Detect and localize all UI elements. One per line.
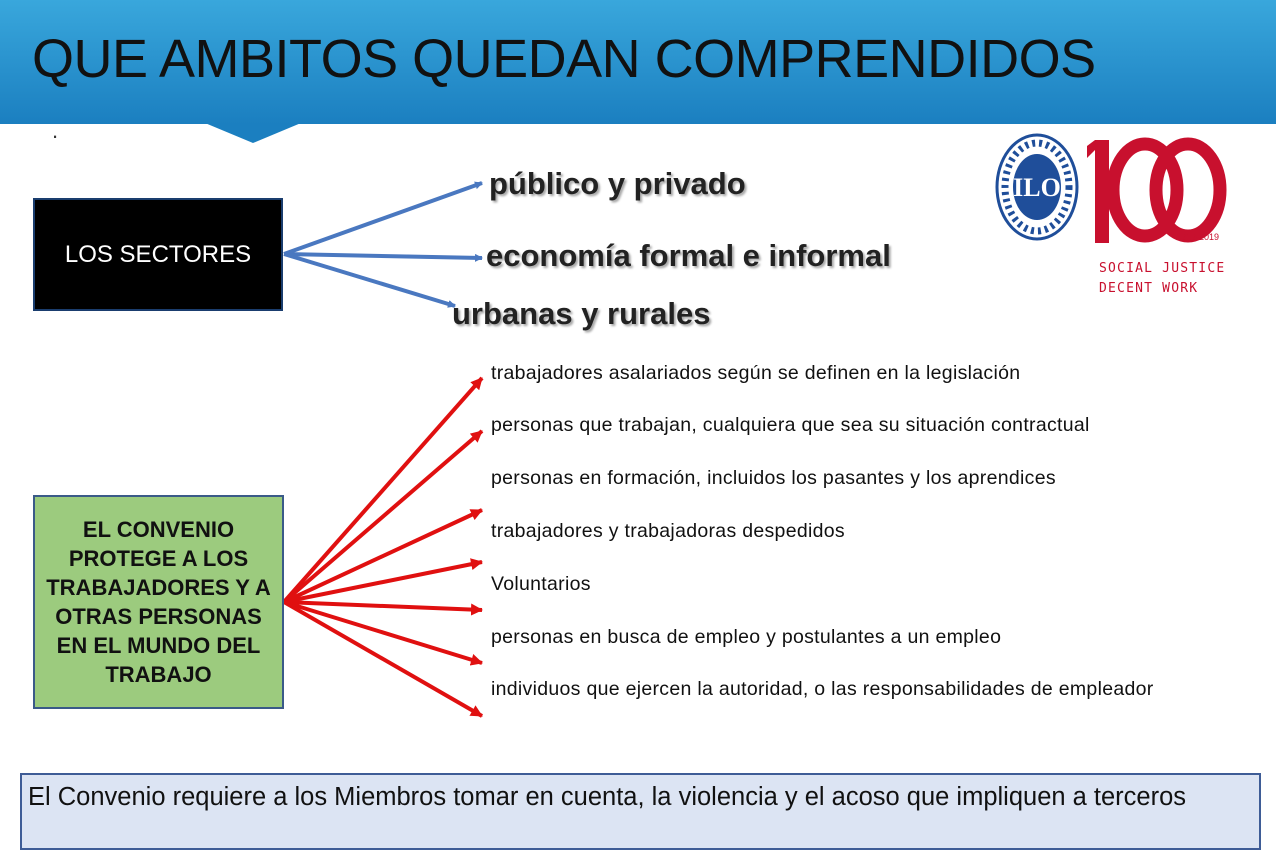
protected-arrow-3 [284, 510, 482, 602]
sector-item-2: economía formal e informal [486, 238, 891, 273]
sector-arrow-3 [284, 254, 455, 306]
protected-item-7: individuos que ejercen la autoridad, o las responsabilidades de empleador [491, 678, 1154, 700]
footer-note: El Convenio requiere a los Miembros tomar en cuenta, la violencia y el acoso que impliquen a terceros [20, 773, 1261, 850]
protected-item-1: trabajadores asalariados según se definen en la legislación [491, 362, 1021, 384]
protected-arrow-7 [284, 602, 482, 716]
sectors-box: LOS SECTORES [33, 198, 283, 311]
svg-text:1919-2019: 1919-2019 [1175, 232, 1219, 242]
sector-arrow-2 [284, 254, 482, 258]
protected-item-3: personas en formación, incluidos los pasantes y los aprendices [491, 467, 1056, 489]
convenio-box: EL CONVENIO PROTEGE A LOS TRABAJADORES Y A OTRAS PERSONAS EN EL MUNDO DEL TRABAJO [33, 495, 284, 709]
protected-arrow-6 [284, 602, 482, 663]
protected-item-6: personas en busca de empleo y postulantes a un empleo [491, 626, 1002, 648]
ilo-emblem-icon [997, 135, 1077, 239]
page-title: QUE AMBITOS QUEDAN COMPRENDIDOS [32, 29, 1096, 89]
ilo-100-logo [995, 132, 1231, 297]
sector-item-3: urbanas y rurales [452, 296, 711, 331]
sector-arrow-1 [284, 183, 482, 254]
protected-arrow-2 [284, 431, 482, 602]
protected-item-4: trabajadores y trabajadoras despedidos [491, 520, 845, 542]
protected-item-2: personas que trabajan, cualquiera que sea su situación contractual [491, 414, 1090, 436]
svg-text:SOCIAL JUSTICE: SOCIAL JUSTICE [1099, 261, 1226, 276]
protected-arrow-5 [284, 602, 482, 610]
protected-item-5: Voluntarios [491, 573, 591, 595]
svg-text:DECENT WORK: DECENT WORK [1099, 281, 1199, 296]
svg-text:ILO: ILO [1013, 173, 1061, 202]
bullet-dot: . [52, 118, 59, 143]
sector-item-1: público y privado [489, 166, 746, 201]
centenary-100-icon [1087, 140, 1225, 296]
